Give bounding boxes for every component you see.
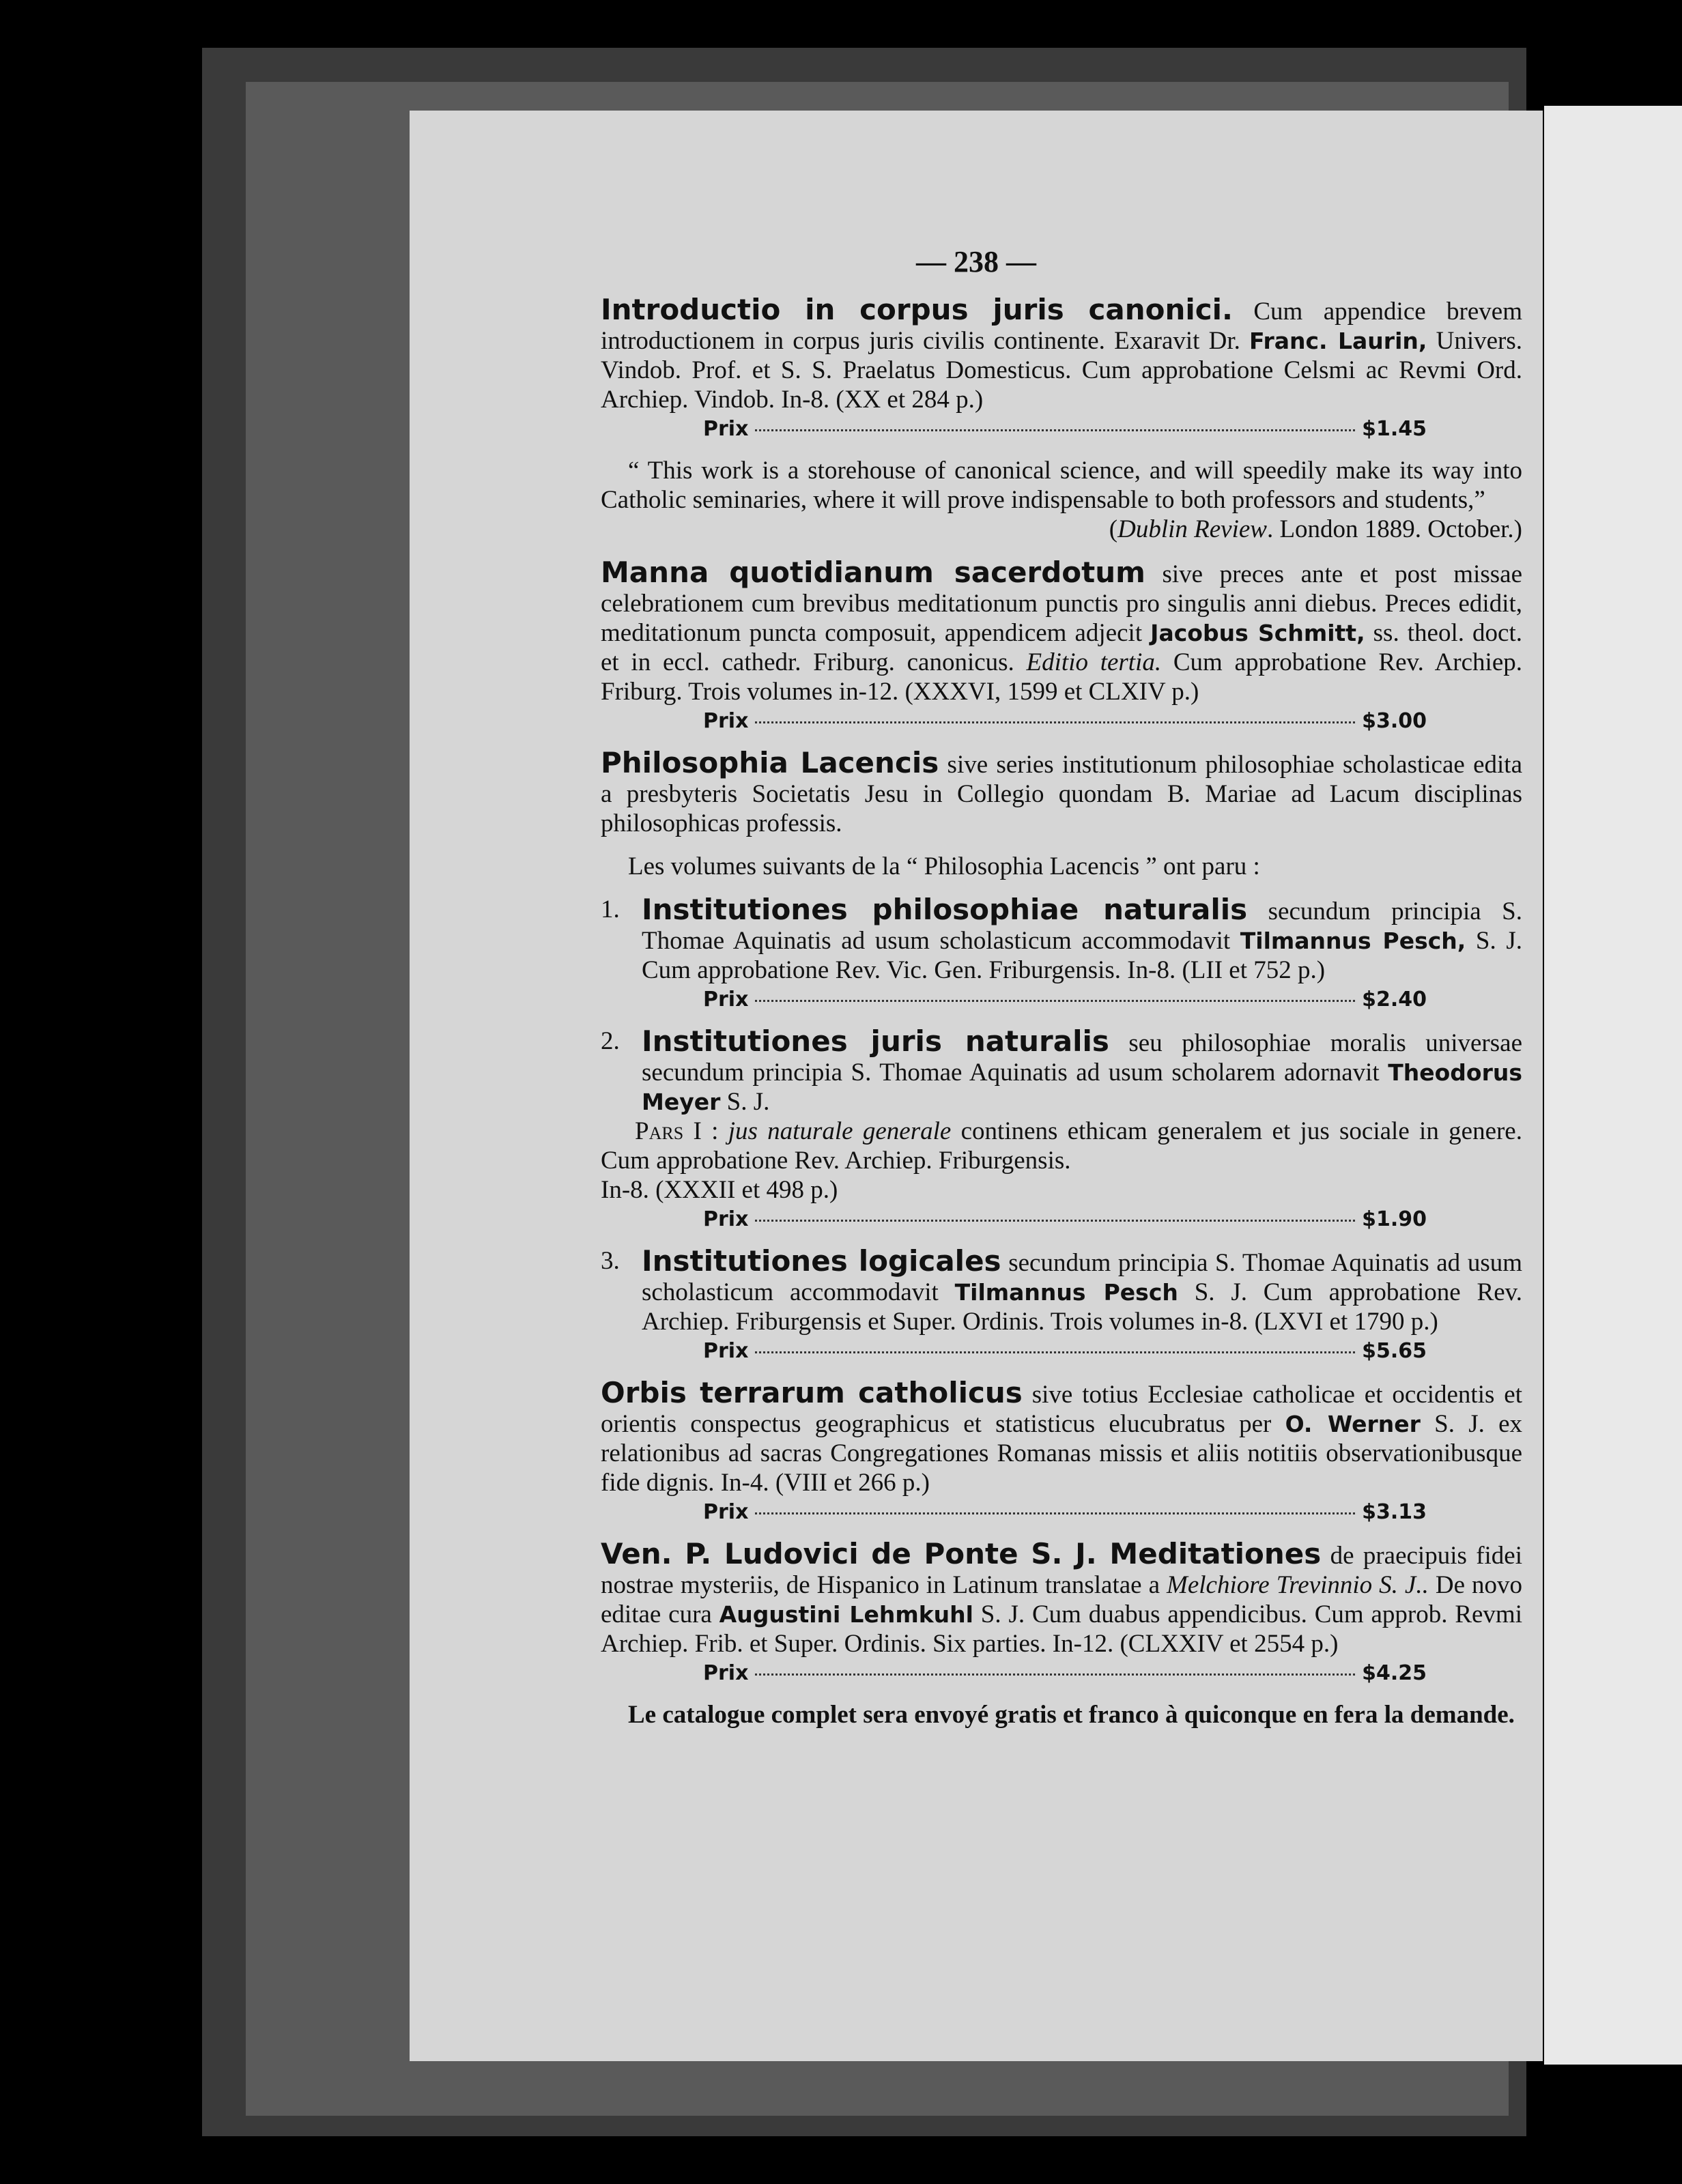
price-value: $3.13 [1362,1500,1427,1524]
price-line [703,1497,1427,1527]
volume-number: 2. [601,1027,620,1055]
entry-title: Orbis terrarum catholicus [601,1376,1023,1409]
price-line [703,1205,1427,1234]
entry-introductio [601,295,1522,414]
entry-text: sive totius Ecclesiae catholicae et occidentis et orientis conspectus geographicus et statisticus elucubratus per [601,1381,1522,1438]
entry-author: Tilmannus Pesch [954,1279,1178,1306]
review-citation [601,515,1522,544]
price-value: $1.45 [1362,417,1427,441]
closing-note: Le catalogue complet sera envoyé gratis et franco à quiconque en fera la demande. [628,1701,1515,1729]
pars-text: continens ethicam generalem et jus sociale in genere. Cum approbatione Rev. Archiep. Friburgensis. [601,1117,1522,1175]
entry-title: Institutiones logicales [642,1244,1001,1278]
entry-text: Cum appendice brevem introductionem in corpus juris civilis continente. Exaravit Dr. [601,298,1522,355]
entry-title: Manna quotidianum sacerdotum [601,556,1145,589]
series-intro: Les volumes suivants de la “ Philosophia Lacencis ” ont paru : [628,852,1260,880]
volume-2 [601,1026,1522,1117]
entry-title: Institutiones juris naturalis [642,1024,1109,1058]
entry-author: Theodorus Meyer [642,1059,1522,1115]
citation-source: Dublin Review [1117,515,1267,543]
citation-rest: . London 1889. October.) [1266,515,1522,543]
prix-label: Prix [703,709,749,733]
price-line [703,706,1427,736]
entry-title: Philosophia Lacencis [601,746,939,779]
entry-text: S. J. ex relationibus ad sacras Congregationes Romanas missis et aliis notitiis observationibusque fide dignis. In-4. (VIII et 266 p.) [601,1410,1522,1497]
prix-label: Prix [703,1207,749,1231]
entry-text: de praecipuis fidei nostrae mysteriis, de Hispanico in Latinum translatae a [601,1542,1522,1599]
leader-dots [755,1673,1355,1676]
entry-manna [601,558,1522,706]
entry-author: Jacobus Schmitt, [1150,620,1365,646]
entry-author: Tilmannus Pesch, [1240,928,1466,954]
price-line [703,1336,1427,1366]
entry-title: Institutiones philosophiae naturalis [642,893,1248,926]
entry-title: Introductio in corpus juris canonici. [601,293,1233,326]
price-line [703,414,1427,444]
pars-description [601,1117,1522,1175]
prix-label: Prix [703,1339,749,1363]
volume-number: 3. [601,1247,620,1275]
prix-label: Prix [703,417,749,441]
entry-author: O. Werner [1285,1411,1421,1437]
page-number: — 238 — [916,245,1036,278]
entry-text: Cum approbatione Rev. Archiep. Friburg. Trois volumes in-12. (XXXVI, 1599 et CLXIV p.) [601,648,1522,706]
entry-text: seu philosophiae moralis universae secundum principia S. Thomae Aquinatis ad usum scholarem adornavit [642,1029,1523,1087]
entry-text: secundum principia S. Thomae Aquinatis ad usum scholasticum accommodavit [642,1249,1522,1306]
price-value: $1.90 [1362,1207,1427,1231]
review-quote: “ This work is a storehouse of canonical science, and will speedily make its way into Catholic seminaries, where it will prove indispensable to both professors and students,” [601,457,1522,514]
catalogue-content [601,295,1522,1729]
volume-number: 1. [601,895,620,923]
entry-translator: Melchiore Trevinnio S. J.. [1167,1571,1429,1599]
price-value: $4.25 [1362,1661,1427,1685]
prix-label: Prix [703,1661,749,1685]
price-value: $2.40 [1362,988,1427,1011]
price-value: $5.65 [1362,1339,1427,1363]
entry-text: S. J. Cum duabus appendicibus. Cum approb. Revmi Archiep. Frib. et Super. Ordinis. Six parties. In-12. (CLXXIV et 2554 p.) [601,1600,1522,1658]
entry-edition: Editio tertia. [1026,648,1162,676]
entry-title: Ven. P. Ludovici de Ponte S. J. Meditationes [601,1537,1322,1570]
entry-philosophia [601,748,1522,838]
entry-text: Univers. Vindob. Prof. et S. S. Praelatus Domesticus. Cum approbatione Celsmi ac Revmi Ord. Archiep. Vindob. In-8. (XX et 284 p.) [601,327,1522,414]
entry-text: De novo editae cura [601,1571,1523,1628]
leader-dots [755,1512,1355,1514]
leader-dots [755,721,1355,723]
entry-text: ss. theol. doct. et in eccl. cathedr. Friburg. canonicus. [601,619,1522,676]
price-line [703,985,1427,1014]
citation-open: ( [1109,515,1118,543]
entry-text: secundum principia S. Thomae Aquinatis ad usum scholasticum accommodavit [642,897,1523,955]
leader-dots [755,1351,1355,1353]
volume-1 [601,895,1522,985]
leader-dots [755,1220,1355,1222]
entry-orbis [601,1378,1522,1497]
pars-label: Pars I : [635,1117,728,1145]
entry-text: S. J. Cum approbatione Rev. Archiep. Friburgensis et Super. Ordinis. Trois volumes in-8. (LXVI et 1790 p.) [642,1278,1522,1336]
entry-text: sive preces ante et post missae celebrationem cum brevibus meditationum punctis pro singulis anni diebus. Preces edidit, meditationum puncta composuit, appendicem adjecit [601,560,1523,647]
prix-label: Prix [703,1500,749,1524]
prix-label: Prix [703,988,749,1011]
entry-text: sive series institutionum philosophiae scholasticae edita a presbyteris Societatis Jesu in Collegio quondam B. Mariae ad Lacum disciplinas philosophicas professis. [601,751,1522,837]
price-value: $3.00 [1362,709,1427,733]
volume-3 [601,1246,1522,1336]
volume-format: In-8. (XXXII et 498 p.) [601,1176,838,1204]
entry-author: Franc. Laurin, [1249,328,1427,354]
price-line [703,1658,1427,1688]
entry-meditationes [601,1539,1522,1658]
leader-dots [755,429,1355,431]
entry-text: S. J. Cum approbatione Rev. Vic. Gen. Friburgensis. In-8. (LII et 752 p.) [642,927,1523,984]
catalogue-page [410,111,1543,2061]
entry-author: Augustini Lehmkuhl [719,1601,973,1628]
entry-text: S. J. [720,1088,770,1116]
leader-dots [755,1000,1355,1002]
facing-page-edge [1544,106,1682,2065]
pars-title: jus naturale generale [728,1117,952,1145]
